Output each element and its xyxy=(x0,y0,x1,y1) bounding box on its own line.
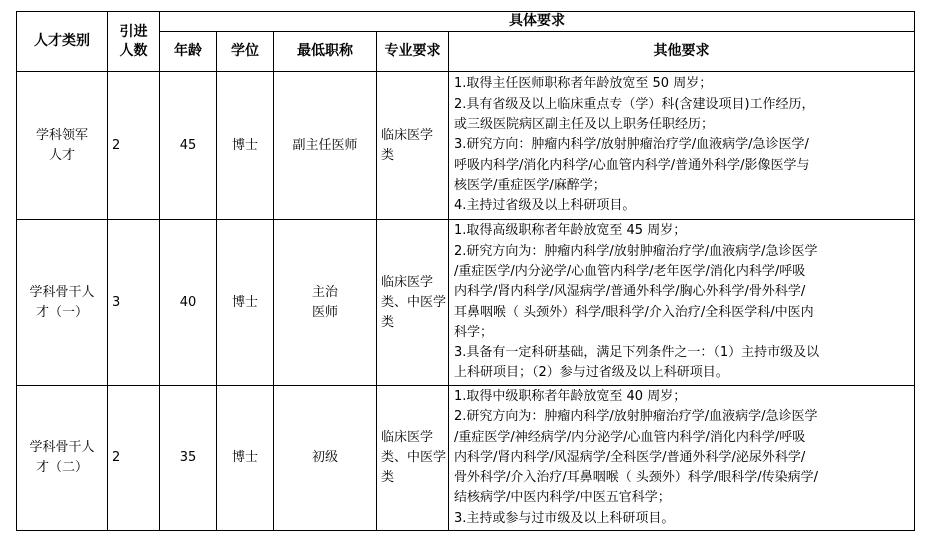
cell-major: 临床医学类 xyxy=(377,72,449,220)
header-age: 年龄 xyxy=(160,32,217,72)
cell-title: 副主任医师 xyxy=(274,72,377,220)
cell-degree: 博士 xyxy=(217,386,274,531)
requirement-line: 上科研项目；（2）参与过省级及以上科研项目。 xyxy=(454,365,729,381)
requirement-line: 科学； xyxy=(454,324,494,340)
cell-category: 学科领军人才 xyxy=(17,72,108,220)
header-degree: 学位 xyxy=(217,32,274,72)
requirement-line: 呼吸内科学/消化内科学/心血管内科学/普通外科学/影像医学与 xyxy=(454,157,810,173)
requirement-line: 2.研究方向为：肿瘤内科学/放射肿瘤治疗学/血液病学/急诊医学 xyxy=(454,409,818,425)
requirement-line: 3.主持或参与过市级及以上科研项目。 xyxy=(454,510,675,526)
cell-major: 临床医学类、中医学类 xyxy=(377,386,449,531)
talent-requirements-table xyxy=(16,11,915,531)
requirement-line: 2.具有省级及以上临床重点专（学）科(含建设项目)工作经历， xyxy=(454,96,815,112)
requirement-line: 3.具备有一定科研基础，满足下列条件之一：（1）主持市级及以 xyxy=(454,345,820,361)
cell-title: 主治医师 xyxy=(274,220,377,386)
header-title: 最低职称 xyxy=(274,32,377,72)
cell-other xyxy=(449,72,915,220)
cell-age: 40 xyxy=(160,220,217,386)
requirement-line: 2.研究方向为：肿瘤内科学/放射肿瘤治疗学/血液病学/急诊医学 xyxy=(454,243,818,259)
cell-category: 学科骨干人才（一） xyxy=(17,220,108,386)
cell-other xyxy=(449,220,915,386)
header-other: 其他要求 xyxy=(449,32,915,72)
table-row xyxy=(17,386,915,531)
cell-category: 学科骨干人才（二） xyxy=(17,386,108,531)
requirement-line: 骨外科学/介入治疗/耳鼻咽喉（ 头颈外）科学/眼科学/传染病学/ xyxy=(454,470,819,486)
cell-count: 2 xyxy=(108,386,160,531)
requirement-line: 1.取得高级职称者年龄放宽至 45 周岁； xyxy=(454,223,687,239)
cell-degree: 博士 xyxy=(217,72,274,220)
cell-age: 45 xyxy=(160,72,217,220)
cell-other xyxy=(449,386,915,531)
requirement-line: /重症医学/神经病学/内分泌学/心血管内科学/消化内科学/呼吸 xyxy=(454,429,806,445)
requirement-line: 内科学/肾内科学/风湿病学/全科医学/普通外科学/泌尿外科学/ xyxy=(454,449,806,465)
requirement-line: /重症医学/内分泌学/心血管内科学/老年医学/消化内科学/呼吸 xyxy=(454,263,806,279)
requirement-line: 耳鼻咽喉（ 头颈外）科学/眼科学/介入治疗/全科医学科/中医内 xyxy=(454,304,814,320)
header-major: 专业要求 xyxy=(377,32,449,72)
requirement-line: 核医学/重症医学/麻醉学； xyxy=(454,177,606,193)
requirement-line: 3.研究方向：肿瘤内科学/放射肿瘤治疗学/血液病学/急诊医学/ xyxy=(454,137,809,153)
table-row xyxy=(17,220,915,386)
cell-count: 2 xyxy=(108,72,160,220)
header-category: 人才类别 xyxy=(17,12,108,72)
cell-degree: 博士 xyxy=(217,220,274,386)
requirement-line: 1.取得主任医师职称者年龄放宽至 50 周岁； xyxy=(454,76,713,92)
requirement-line: 内科学/肾内科学/风湿病学/普通外科学/胸心外科学/骨外科学/ xyxy=(454,284,806,300)
cell-count: 3 xyxy=(108,220,160,386)
cell-major: 临床医学类、中医学类 xyxy=(377,220,449,386)
table-row xyxy=(17,72,915,220)
requirement-line: 4.主持过省级及以上科研项目。 xyxy=(454,198,636,214)
header-specific: 具体要求 xyxy=(160,12,915,32)
header-count: 引进人数 xyxy=(108,12,160,72)
cell-age: 35 xyxy=(160,386,217,531)
requirement-line: 结核病学/中医内科学/中医五官科学； xyxy=(454,490,671,506)
cell-title: 初级 xyxy=(274,386,377,531)
requirement-line: 或三级医院病区副主任及以上职务任职经历； xyxy=(454,117,715,133)
requirement-line: 1.取得中级职称者年龄放宽至 40 周岁； xyxy=(454,388,687,404)
